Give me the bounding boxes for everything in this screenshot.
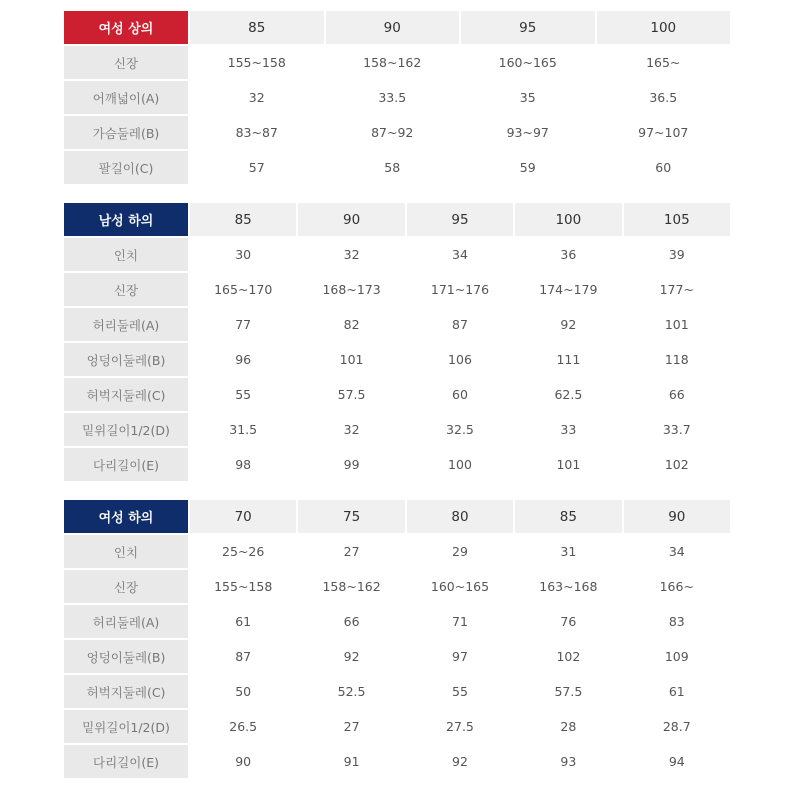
table-row [64,308,730,341]
table-cell: 165~ [597,46,731,79]
table-cell: 32 [298,413,404,446]
size-header-cell: 90 [624,500,730,533]
table-cell: 93 [515,745,621,778]
table-cell: 57.5 [515,675,621,708]
table-cell: 155~158 [190,46,324,79]
row-label: 팔길이(C) [64,151,188,184]
table-cell: 33.5 [326,81,460,114]
table-cell: 66 [624,378,730,411]
table-cell: 60 [407,378,513,411]
table-cell: 92 [298,640,404,673]
table-cell: 160~165 [461,46,595,79]
table-cell: 36 [515,238,621,271]
table-cell: 33 [515,413,621,446]
table-cell: 99 [298,448,404,481]
row-label: 신장 [64,570,188,603]
table-cell: 27.5 [407,710,513,743]
table-row [64,116,730,149]
table-cell: 57 [190,151,324,184]
table-cell: 28.7 [624,710,730,743]
table-cell: 34 [624,535,730,568]
table-cell: 109 [624,640,730,673]
row-label: 신장 [64,273,188,306]
table-cell: 101 [515,448,621,481]
table-cell: 166~ [624,570,730,603]
table-cell: 33.7 [624,413,730,446]
table-cell: 92 [407,745,513,778]
table-cell: 96 [190,343,296,376]
table-cell: 168~173 [298,273,404,306]
table-row [64,535,730,568]
size-header-cell: 90 [298,203,404,236]
table-cell: 27 [298,535,404,568]
table-cell: 97 [407,640,513,673]
size-header-cell: 105 [624,203,730,236]
table-cell: 171~176 [407,273,513,306]
table-cell: 87 [190,640,296,673]
mens-bottom-size-table [62,201,732,483]
size-header-row [64,500,730,533]
row-label: 엉덩이둘레(B) [64,343,188,376]
table-cell: 87 [407,308,513,341]
table-cell: 118 [624,343,730,376]
size-header-row [64,203,730,236]
row-label: 가슴둘레(B) [64,116,188,149]
table-row [64,273,730,306]
table-cell: 32.5 [407,413,513,446]
row-label: 허벅지둘레(C) [64,675,188,708]
size-header-cell: 90 [326,11,460,44]
row-label: 허리둘레(A) [64,308,188,341]
table-row [64,413,730,446]
table-row [64,151,730,184]
table-row [64,238,730,271]
table-cell: 32 [190,81,324,114]
row-label: 신장 [64,46,188,79]
size-header-cell: 95 [407,203,513,236]
row-label: 허리둘레(A) [64,605,188,638]
table-cell: 90 [190,745,296,778]
table-cell: 39 [624,238,730,271]
table-cell: 55 [190,378,296,411]
size-header-cell: 85 [190,11,324,44]
row-label: 어깨넓이(A) [64,81,188,114]
table-cell: 92 [515,308,621,341]
table-title: 여성 하의 [64,500,188,533]
table-cell: 34 [407,238,513,271]
table-row [64,343,730,376]
table-title: 남성 하의 [64,203,188,236]
row-label: 밑위길이1/2(D) [64,413,188,446]
size-header-cell: 85 [190,203,296,236]
table-cell: 35 [461,81,595,114]
table-cell: 76 [515,605,621,638]
table-row [64,81,730,114]
table-cell: 59 [461,151,595,184]
table-cell: 83 [624,605,730,638]
size-header-cell: 85 [515,500,621,533]
table-cell: 155~158 [190,570,296,603]
table-cell: 29 [407,535,513,568]
table-cell: 28 [515,710,621,743]
row-label: 인치 [64,238,188,271]
size-header-cell: 75 [298,500,404,533]
table-cell: 57.5 [298,378,404,411]
table-title: 여성 상의 [64,11,188,44]
row-label: 허벅지둘레(C) [64,378,188,411]
table-cell: 91 [298,745,404,778]
row-label: 엉덩이둘레(B) [64,640,188,673]
table-cell: 101 [624,308,730,341]
table-row [64,378,730,411]
table-cell: 102 [515,640,621,673]
table-cell: 52.5 [298,675,404,708]
table-cell: 25~26 [190,535,296,568]
table-cell: 165~170 [190,273,296,306]
womens-top-size-table [62,9,732,186]
table-cell: 100 [407,448,513,481]
table-cell: 31 [515,535,621,568]
table-cell: 62.5 [515,378,621,411]
table-cell: 83~87 [190,116,324,149]
table-cell: 98 [190,448,296,481]
table-cell: 106 [407,343,513,376]
table-cell: 158~162 [326,46,460,79]
table-cell: 160~165 [407,570,513,603]
table-cell: 101 [298,343,404,376]
table-cell: 82 [298,308,404,341]
table-cell: 27 [298,710,404,743]
table-cell: 50 [190,675,296,708]
table-row [64,448,730,481]
table-row [64,675,730,708]
table-row [64,570,730,603]
table-cell: 26.5 [190,710,296,743]
table-row [64,745,730,778]
table-cell: 30 [190,238,296,271]
table-row [64,640,730,673]
table-cell: 32 [298,238,404,271]
size-header-cell: 95 [461,11,595,44]
size-header-cell: 80 [407,500,513,533]
table-cell: 71 [407,605,513,638]
table-cell: 77 [190,308,296,341]
table-cell: 58 [326,151,460,184]
table-cell: 111 [515,343,621,376]
table-cell: 163~168 [515,570,621,603]
row-label: 다리길이(E) [64,745,188,778]
table-cell: 66 [298,605,404,638]
table-row [64,605,730,638]
table-row [64,710,730,743]
table-cell: 55 [407,675,513,708]
row-label: 다리길이(E) [64,448,188,481]
size-header-row [64,11,730,44]
table-cell: 174~179 [515,273,621,306]
table-cell: 94 [624,745,730,778]
size-header-cell: 100 [597,11,731,44]
table-row [64,46,730,79]
size-header-cell: 100 [515,203,621,236]
table-cell: 36.5 [597,81,731,114]
table-cell: 87~92 [326,116,460,149]
table-cell: 158~162 [298,570,404,603]
size-header-cell: 70 [190,500,296,533]
table-cell: 61 [190,605,296,638]
table-cell: 177~ [624,273,730,306]
row-label: 인치 [64,535,188,568]
table-cell: 97~107 [597,116,731,149]
table-cell: 60 [597,151,731,184]
womens-bottom-size-table [62,498,732,780]
table-cell: 31.5 [190,413,296,446]
table-cell: 61 [624,675,730,708]
row-label: 밑위길이1/2(D) [64,710,188,743]
table-cell: 102 [624,448,730,481]
table-cell: 93~97 [461,116,595,149]
